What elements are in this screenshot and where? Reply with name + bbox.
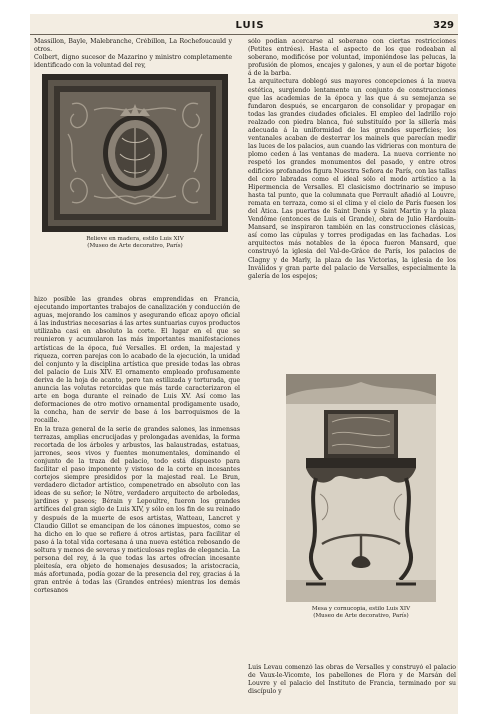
caption-credit: (Museo de Arte decorativo, París): [87, 243, 183, 249]
paragraph: Luis Levau comenzó las obras de Versalles y construyó el palacio de Vaux-le-Vicomte, los pabellones de Flora y de Marsán del Louvre y el palacio del Instituto de Francia, terminado por su discípulo y: [248, 664, 456, 696]
caption-title: Relieve en madera, estilo Luis XIV: [86, 236, 184, 242]
page-number: 329: [433, 20, 454, 31]
caption-title: Mesa y cornucopia, estilo Luis XIV: [311, 606, 411, 612]
figure-caption: [40, 236, 230, 250]
header-rule: [30, 34, 458, 35]
paragraph: En la traza general de la serie de grandes salones, las inmensas terrazas, amplias encrucijadas y prolongadas avenidas, la forma recortada de los árboles y arbustos, las balaustradas, estatuas, jarrones, seos vivos y fuentes monumentales, dominando el conjunto de la traza del palacio, todo está dispuesto para facilitar el paso imponente y vistoso de la corte en incesantes cortejos siempre presididos por la majestad real. Le Brun, verdadero dictador artístico, compenetrado en absoluto con las ideas de su señor; le Nôtre, verdadero arquitecto de arboledas, jardines y paseos; Bérain y Lepoultre, fueron los grandes artífices del gran siglo de Luis XIV, y sólo en los fin de su reinado y después de la muerte de esos artistas, Watteau, Lancret y Claudio Gillot se emancipan de los cánones impuestos, como se ha dicho en lo que se refiere á otros artistas, para facilitar el paso á la total vida cortesana á una nueva estética rebosando de soltura y menos de severas y meticulosas reglas de elegancia. La persona del rey, á la que todas las artes ofrecían incesante pleitesía, era objeto de homenajes desusados; la aristocracia, más afortunada, podía gozar de la presencia del rey, gracias á la gran entrée á todas las (Grandes entrées) mientras los demás cortesanos: [34, 425, 240, 595]
right-column-top: [248, 38, 456, 362]
paragraph: hizo posible las grandes obras emprendidas en Francia, ejecutando importantes trabajos de canalización y conducción de aguas, mejorando los caminos y asegurando eficaz apoyo oficial á las industrias necesarias á las artes suntuarias cuyos productos utilizaba casi en absoluto la corte. El lugar en el que se reunieron y acumularon las más importantes manifestaciones artísticas de la época, fué Versalles. El orden, la majestad y riqueza, corren parejas con lo acabado de la ejecución, la unidad del conjunto y la disciplina artística que preside todas las obras del palacio de Luis XIV. El ornamento empleado profusamente deriva de la hoja de acanto, pero tan estilizada y torturada, que anuncia las volutas retorcidas que más tarde caracterizaron el arte en boga durante el reinado de Luis XV. Así como las deformaciones de otro motivo ornamental prodigamente usado, la concha, han de servir de base á los barroquismos de la rocaille.: [34, 296, 240, 425]
left-column-top: [34, 38, 232, 68]
table-engraving: [286, 374, 436, 602]
running-title: LUIS: [235, 20, 265, 31]
left-column-body: [34, 296, 240, 714]
paragraph: sólo podían acercarse al soberano con ciertas restricciones (Petites entrées). Hasta el aspecto de los que rodeaban al soberano, modificóse por voluntad, imponiéndose las pelucas, la profusión de plomos, encajes y galones, y aun el de portar bigote á de la barba.: [248, 38, 456, 78]
caption-credit: (Museo de Arte decorativo, París): [313, 613, 409, 619]
paragraph: Colbert, digno sucesor de Mazarino y ministro completamente identificado con la voluntad del rey,: [34, 54, 232, 68]
paragraph: Massillon, Bayle, Malebranche, Crébillon, La Rochefoucauld y otros.: [34, 38, 232, 54]
relief-engraving: [42, 74, 228, 232]
paragraph: La arquitectura doblegó sus mayores concepciones á la nueva estética, surgiendo lentamente un conjunto de construcciones que las academias de la época y las que á su semejanza se fundaron después, se encargaron de consolidar y propagar en todas las grandes ciudades oficiales. El empleo del ladrillo rojo realzado con piedra blanca, fué substituído por la sillería más adecuada á la uniformidad de las grandes superficies; los ventanales acaban de desterrar los mainels que parecían medir las luces de los palacios, aun cuando las vidrieras con montura de plomo ceden á las ventanas de madera. La nueva corriente no respetó los grandes monumentos del pasado, y entre otros edificios profanados figura Nuestra Señora de París, con las tallas del coro labradas como el ideal sólo el modo artístico a la Hipermencia de Versalles. El clasicismo doctrinario se impuso hasta tal punto, que la columnata que Perrault añadió al Louvre, remata en terraza, como si el clima y el cielo de París fuesen los del Ática. Las puertas de Saint Denis y Saint Martin y la plaza Vendôme (entonces de Luis el Grande), obra de Julio Hardouin-Mansard, se inspiraron también en las construcciones clásicas, así como las cúpulas y torres prodigadas en las fachadas. Los arquitectos más notables de la época fueron Mansard, que construyó la iglesia del Val-de-Grâce de París, los palacios de Clagny y de Marly, la plaza de las Victorias, la iglesia de los Inválidos y gran parte del palacio de Versalles, especialmente la galería de los espejos;: [248, 78, 456, 280]
book-page: [30, 14, 458, 714]
running-header: [30, 20, 458, 34]
carved-wood-relief-illustration: [42, 74, 228, 232]
figure-caption: [274, 606, 448, 620]
right-column-bottom: [248, 664, 456, 714]
table-and-cornucopia-illustration: [286, 374, 436, 602]
